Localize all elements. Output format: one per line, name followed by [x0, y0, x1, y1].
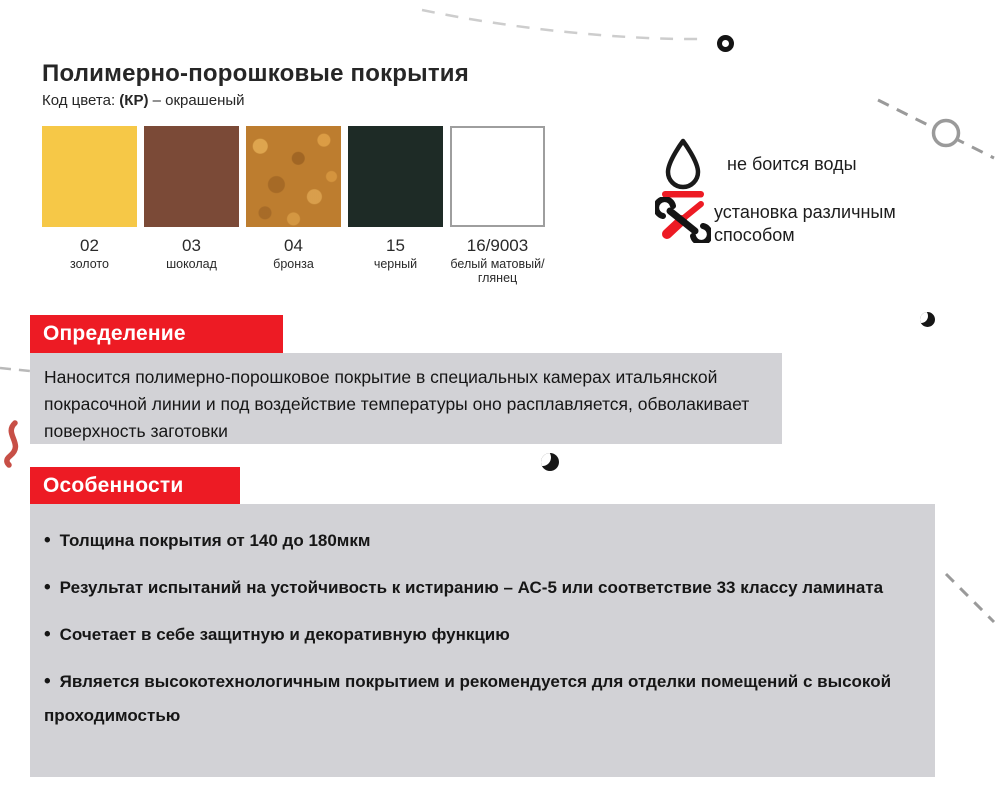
crescent-decoration — [541, 453, 559, 471]
features-heading: Особенности — [30, 467, 240, 504]
subtitle-code: (КР) — [119, 92, 149, 109]
swatch-name: золото — [70, 257, 109, 271]
swatch-name: черный — [373, 257, 418, 271]
features-body — [30, 504, 935, 777]
color-swatch-chocolate — [144, 126, 239, 286]
swatch-name: бронза — [273, 257, 314, 271]
color-swatch-white — [450, 126, 545, 286]
swatch-code: 16/9003 — [466, 236, 529, 255]
feature-bullet: • Является высокотехнологичным покрытием и рекомендуется для отделки помещений с высокой проходимостью — [44, 665, 921, 733]
feature-bullet: • Сочетает в себе защитную и декоративную функцию — [44, 618, 921, 652]
definition-heading: Определение — [30, 315, 283, 353]
swatch-name: белый матовый/глянец — [450, 257, 545, 286]
color-code-subtitle — [42, 92, 245, 109]
dashed-line-decoration — [940, 566, 1000, 628]
swatch-color-chip — [144, 126, 239, 227]
definition-body: Наносится полимерно-порошковое покрытие в специальных камерах итальянской покрасочной линии и под воздействие температуры оно расплавляется, обволакивает поверхность заготовки — [30, 353, 782, 444]
feature-bullet: • Толщина покрытия от 140 до 180мкм — [44, 524, 921, 558]
color-swatch-bronze — [246, 126, 341, 286]
perk-water-label: не боится воды — [727, 154, 857, 174]
red-squiggle-decoration — [2, 420, 28, 468]
color-swatch-gold — [42, 126, 137, 286]
swatch-code: 03 — [182, 236, 201, 255]
swatch-color-chip — [42, 126, 137, 227]
dashed-curve-decoration — [418, 2, 710, 48]
color-swatch-row — [42, 126, 545, 286]
swatch-color-chip — [348, 126, 443, 227]
subtitle-prefix: Код цвета: — [42, 92, 120, 109]
swatch-code: 15 — [386, 236, 405, 255]
perk-install-label: установка различным способом — [714, 202, 896, 245]
subtitle-suffix: – окрашеный — [148, 92, 245, 109]
tools-icon — [655, 197, 711, 243]
swatch-color-chip — [246, 126, 341, 227]
swatch-color-chip — [450, 126, 545, 227]
page-title: Полимерно-порошковые покрытия — [42, 60, 469, 87]
water-drop-icon — [661, 137, 705, 199]
feature-bullet: • Результат испытаний на устойчивость к истиранию – АС-5 или соответствие 33 классу ламината — [44, 571, 921, 605]
crescent-decoration — [920, 312, 935, 327]
swatch-name: шоколад — [166, 257, 217, 271]
dashed-line-ring-decoration — [872, 92, 1000, 164]
color-swatch-black — [348, 126, 443, 286]
dash-decoration — [0, 362, 30, 378]
swatch-code: 04 — [284, 236, 303, 255]
donut-dot-decoration — [717, 35, 734, 52]
swatch-code: 02 — [80, 236, 99, 255]
